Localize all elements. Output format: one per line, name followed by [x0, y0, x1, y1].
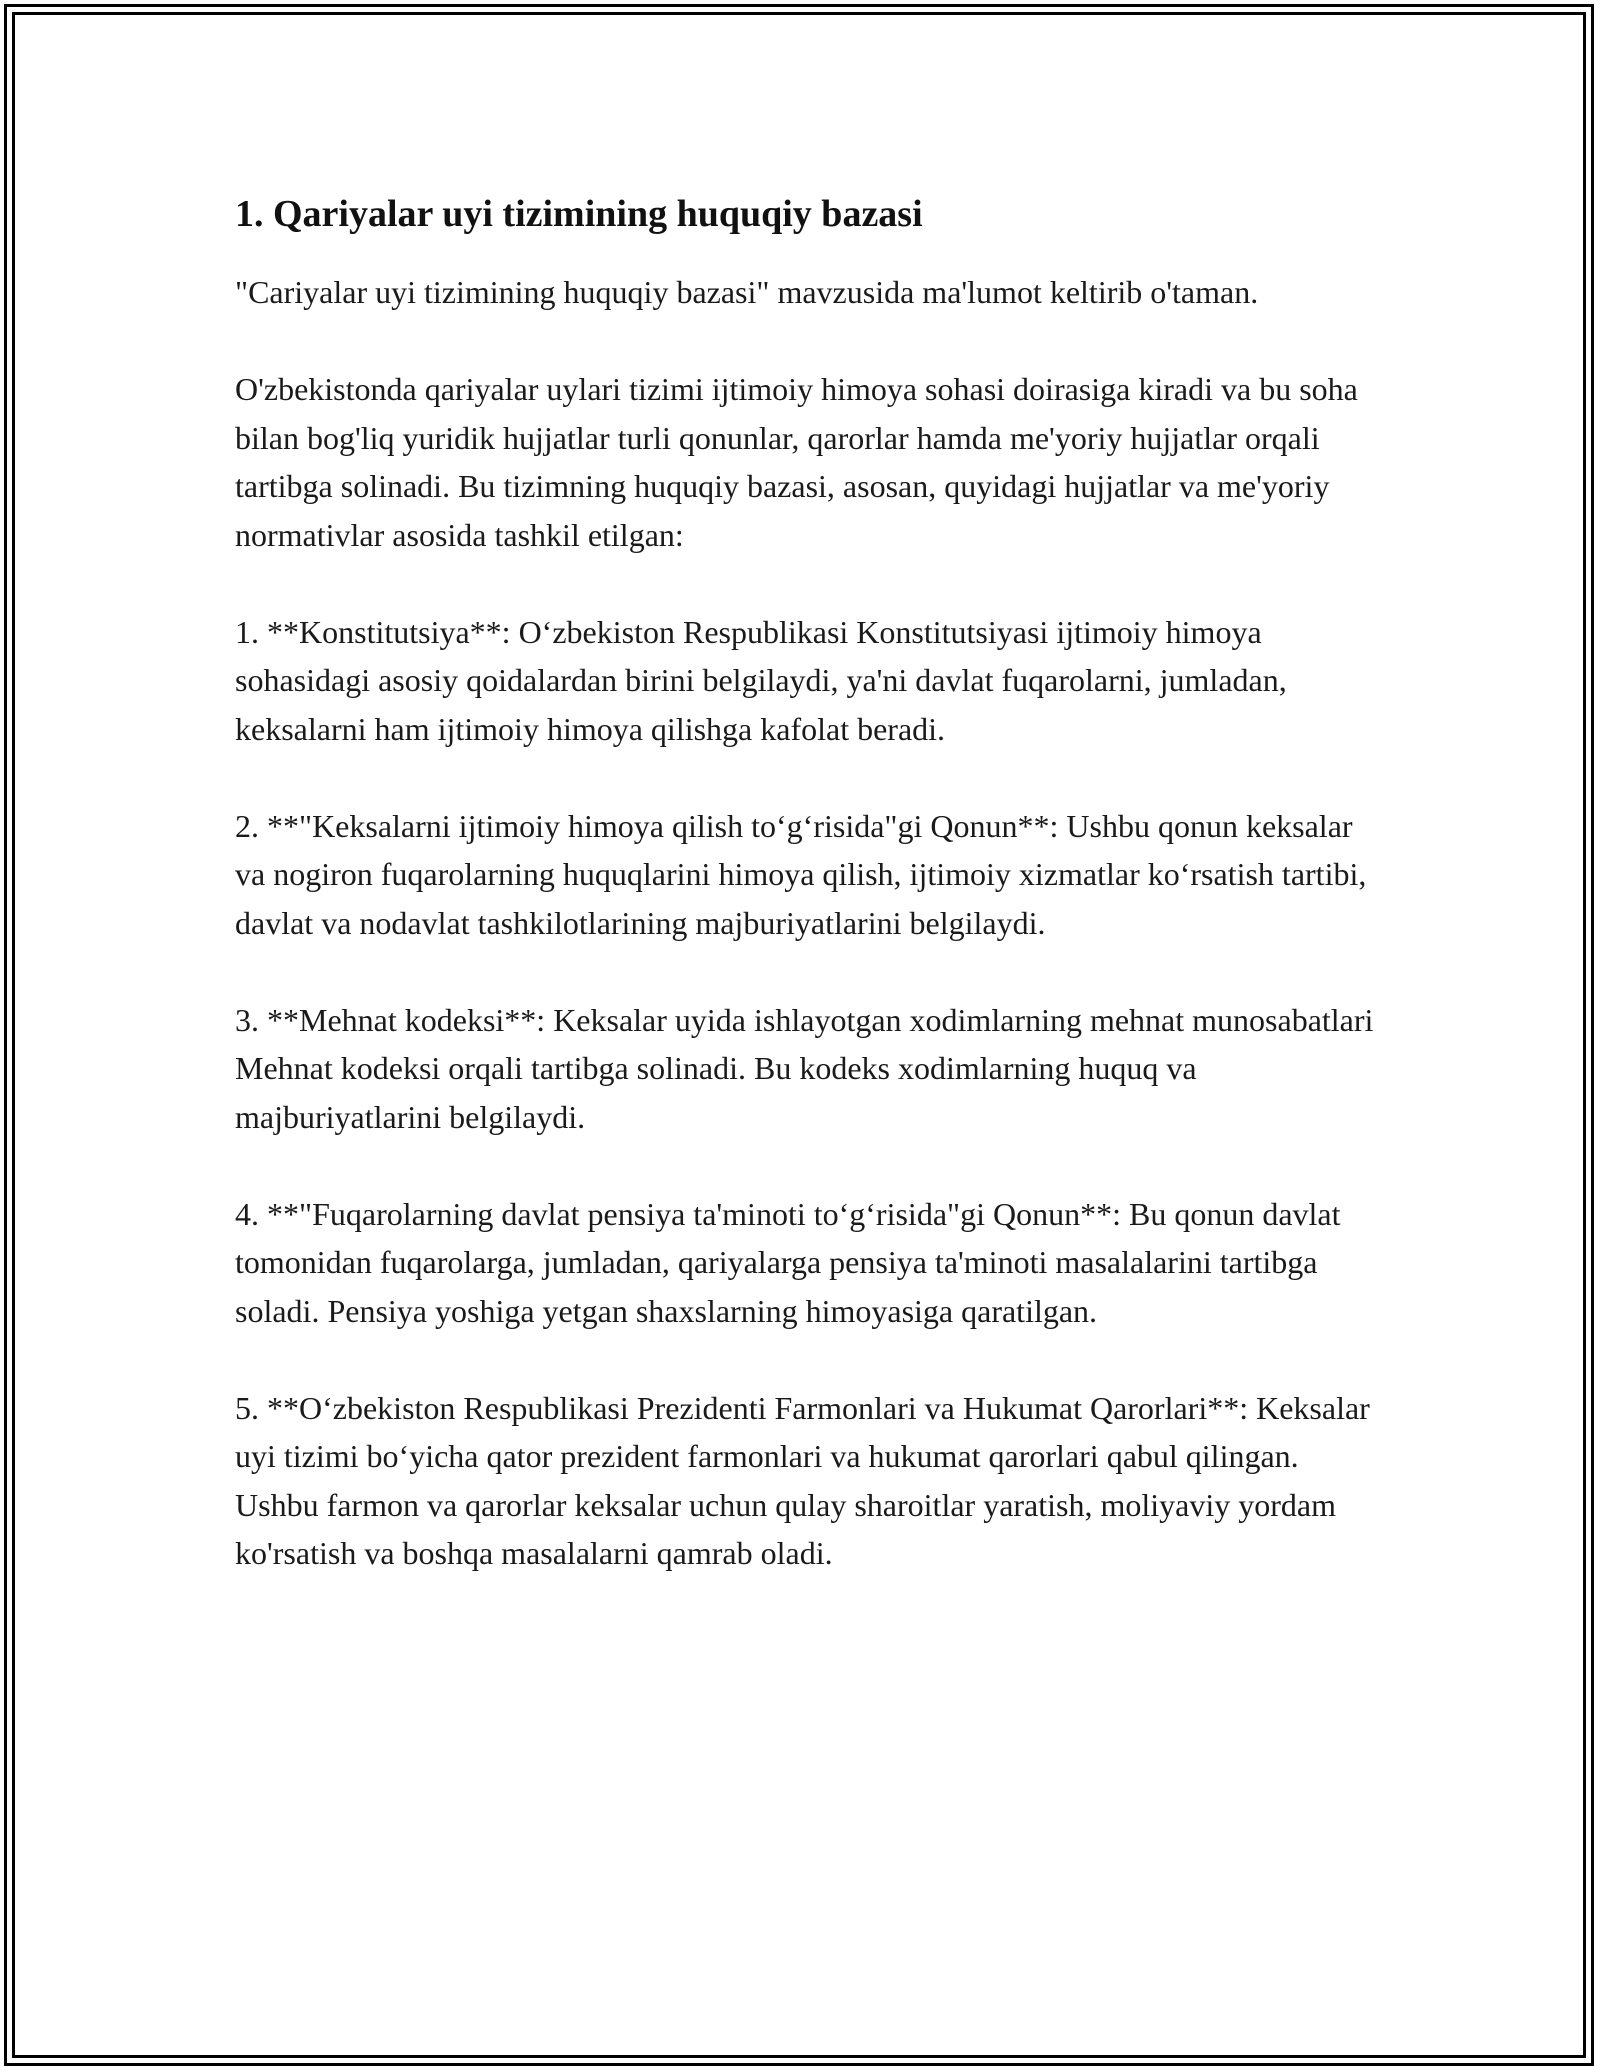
list-item-labor-code: 3. **Mehnat kodeksi**: Keksalar uyida ishlayotgan xodimlarning mehnat munosabatlari Mehnat kodeksi orqali tartibga solinadi. Bu kodeks xodimlarning huquq va majburiyatlarini belgilaydi. [235, 1001, 1382, 1135]
list-item-pension-law: 4. **"Fuqarolarning davlat pensiya ta'minoti to‘g‘risida"gi Qonun**: Bu qonun davlat tomonidan fuqarolarga, jumladan, qariyalarga pensiya ta'minoti masalalarini tartibga soladi. Pensiya yoshiga yetgan shaxslarning himoyasiga qaratilgan. [235, 1195, 1349, 1329]
intro-paragraph: "Cariyalar uyi tizimining huquqiy bazasi" mavzusida ma'lumot keltirib o'taman. [235, 274, 1259, 310]
list-item-presidential-decrees: 5. **O‘zbekiston Respublikasi Prezidenti Farmonlari va Hukumat Qarorlari**: Keksalar uyi tizimi bo‘yicha qator prezident farmonlari va hukumat qarorlari qabul qilingan. Ushbu farmon va qarorlar keksalar uchun qulay sharoitlar yaratish, moliyaviy yordam ko'rsatish va boshqa masalalarni qamrab oladi. [235, 1389, 1378, 1571]
document-body [235, 188, 1382, 1626]
overview-paragraph: O'zbekistonda qariyalar uylari tizimi ijtimoiy himoya sohasi doirasiga kiradi va bu soha bilan bog'liq yuridik hujjatlar turli qonunlar, qarorlar hamda me'yoriy hujjatlar orqali tartibga solinadi. Bu tizimning huquqiy bazasi, asosan, quyidagi hujjatlar va me'yoriy normativlar asosida tashkil etilgan: [235, 371, 1366, 553]
list-item-elderly-protection-law: 2. **"Keksalarni ijtimoiy himoya qilish to‘g‘risida"gi Qonun**: Ushbu qonun keksalar va nogiron fuqarolarning huquqlarini himoya qilish, ijtimoiy xizmatlar ko‘rsatish tartibi, davlat va nodavlat tashkilotlarining majburiyatlarini belgilaydi. [235, 807, 1375, 941]
document-title: 1. Qariyalar uyi tizimining huquqiy bazasi [235, 193, 923, 235]
list-item-constitution: 1. **Konstitutsiya**: O‘zbekiston Respublikasi Konstitutsiyasi ijtimoiy himoya sohasidagi asosiy qoidalardan birini belgilaydi, ya'ni davlat fuqarolarni, jumladan, keksalarni ham ijtimoiy himoya qilishga kafolat beradi. [235, 613, 1295, 747]
